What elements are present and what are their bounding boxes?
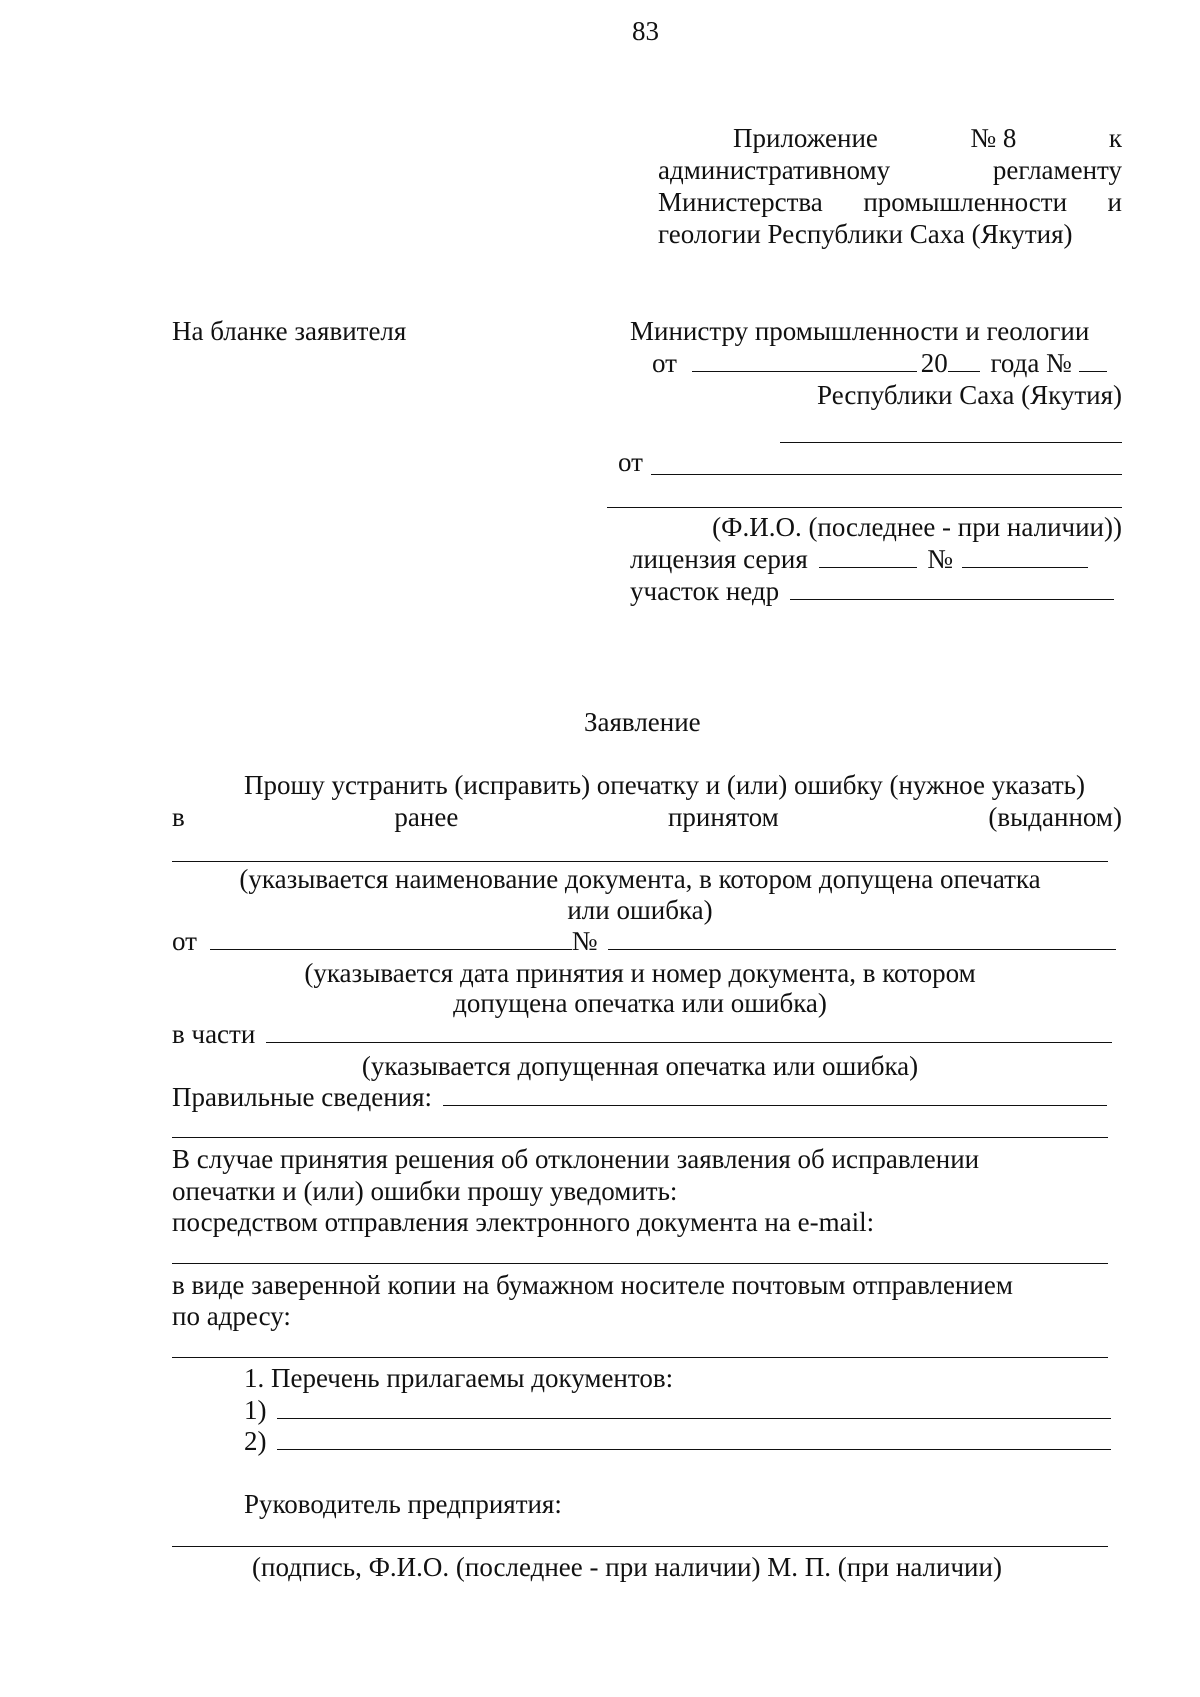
head-label: Руководитель предприятия: xyxy=(244,1489,562,1519)
reject-notice-2: опечатки и (или) ошибки прошу уведомить: xyxy=(172,1176,678,1206)
blank-line[interactable] xyxy=(780,442,1122,443)
request-line-2: в ранее принятом (выданном) xyxy=(172,802,1122,832)
appendix-line-4: геологии Республики Саха (Якутия) xyxy=(658,219,1073,249)
from-label: от xyxy=(172,926,197,956)
document-date-field[interactable] xyxy=(210,927,572,950)
reject-notice-1: В случае принятия решения об отклонении заявления об исправлении xyxy=(172,1144,980,1174)
attachment-item xyxy=(244,1395,1111,1425)
in-part-label: в части xyxy=(172,1019,256,1049)
year-suffix: года № xyxy=(990,348,1072,378)
error-field[interactable] xyxy=(266,1020,1112,1043)
subsoil-line xyxy=(630,576,1114,606)
date-number-line xyxy=(652,348,1107,378)
attachment-field-1[interactable] xyxy=(277,1396,1111,1419)
document-name-field[interactable] xyxy=(172,861,1108,862)
appendix-line-3: Министерства промышленности и xyxy=(658,187,1122,217)
signature-field[interactable] xyxy=(172,1546,1108,1547)
ot-label: от xyxy=(618,447,643,477)
date-caption-1: (указывается дата принятия и номер документа, в котором xyxy=(304,958,976,988)
fio-caption: (Ф.И.О. (последнее - при наличии)) xyxy=(712,512,1122,542)
subsoil-label: участок недр xyxy=(630,576,780,606)
license-series-field[interactable] xyxy=(819,545,917,568)
request-line-1: Прошу устранить (исправить) опечатку и (или) ошибку (нужное указать) xyxy=(244,770,1085,800)
attachments-heading: 1. Перечень прилагаемы документов: xyxy=(244,1363,674,1393)
address-field[interactable] xyxy=(172,1357,1108,1358)
attachment-field-2[interactable] xyxy=(277,1427,1111,1450)
applicant-field-2[interactable] xyxy=(607,507,1122,508)
license-line xyxy=(630,544,1088,574)
license-number-field[interactable] xyxy=(962,545,1088,568)
document-title: Заявление xyxy=(584,707,701,737)
correct-info-row xyxy=(172,1082,1107,1112)
appendix-line-1: Приложение № 8 к xyxy=(733,123,1122,153)
email-field[interactable] xyxy=(172,1263,1108,1264)
appendix-line-2: административному регламенту xyxy=(658,155,1122,185)
applicant-field[interactable] xyxy=(651,474,1122,475)
from-label: от xyxy=(652,348,677,378)
attachment-item xyxy=(244,1426,1111,1456)
year-prefix: 20 xyxy=(920,348,948,378)
minister-line: Министру промышленности и геологии xyxy=(630,316,1090,346)
license-label: лицензия серия xyxy=(630,544,808,574)
republic-line: Республики Саха (Якутия) xyxy=(817,380,1122,410)
correct-info-field[interactable] xyxy=(443,1083,1107,1106)
attachment-index: 1) xyxy=(244,1395,267,1425)
year-field[interactable] xyxy=(948,349,980,372)
post-option-2: по адресу: xyxy=(172,1301,291,1331)
document-number-field[interactable] xyxy=(608,927,1116,950)
reg-number-field[interactable] xyxy=(1079,349,1107,372)
email-option: посредством отправления электронного документа на e-mail: xyxy=(172,1207,875,1237)
subsoil-field[interactable] xyxy=(790,577,1114,600)
error-caption: (указывается допущенная опечатка или ошибка) xyxy=(361,1051,919,1081)
number-sign: № xyxy=(571,926,598,956)
doc-name-caption-2: или ошибка) xyxy=(567,895,713,925)
correct-info-field-2[interactable] xyxy=(172,1137,1108,1138)
in-part-row xyxy=(172,1019,1112,1049)
letterhead-note: На бланке заявителя xyxy=(172,316,407,346)
date-number-row xyxy=(172,926,1116,956)
page-number: 83 xyxy=(632,16,659,46)
date-caption-2: допущена опечатка или ошибка) xyxy=(453,988,827,1018)
attachment-index: 2) xyxy=(244,1426,267,1456)
signature-caption: (подпись, Ф.И.О. (последнее - при наличии) М. П. (при наличии) xyxy=(252,1552,1002,1582)
post-option-1: в виде заверенной копии на бумажном носителе почтовым отправлением xyxy=(172,1270,1013,1300)
license-number-sign: № xyxy=(927,544,954,574)
doc-name-caption-1: (указывается наименование документа, в котором допущена опечатка xyxy=(239,864,1041,894)
correct-info-label: Правильные сведения: xyxy=(172,1082,433,1112)
date-field[interactable] xyxy=(692,349,917,372)
